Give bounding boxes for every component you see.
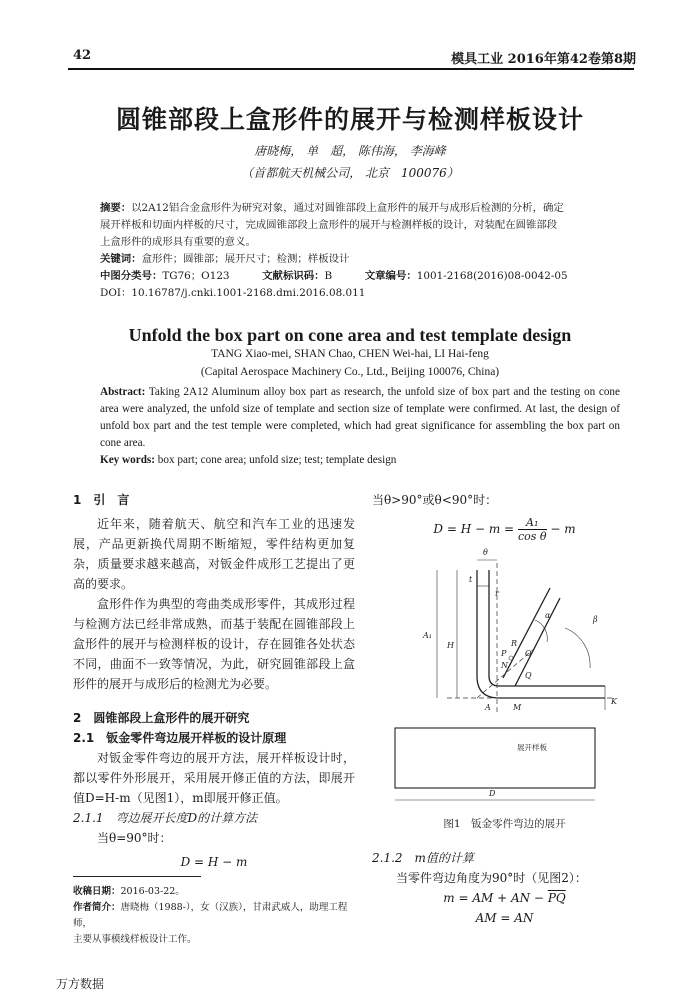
paper-title: 圆锥部段上盒形件的展开与检测样板设计 [115,105,584,134]
doi: DOI：10.16787/j.cnki.1001-2168.dmi.2016.08.011 [100,287,366,299]
section-2-1-paragraph: 对钣金零件弯边的展开方法，展开样板设计时，都以零件外形展开，采用展开修正值的方法，即展开值D=H-m（见图1），m即展开修正值。 [73,751,355,805]
english-keywords: box part; cone area; unfold size; test; template design [157,454,397,466]
section-2-1-2-heading: 2.1.2 m值的计算 [372,851,474,865]
clc-number: TG76；O123 [162,270,230,282]
label-d: D [489,789,496,798]
footnote-rule [73,876,201,877]
label-a: A [485,703,491,712]
english-abstract-text: Taking 2A12 Aluminum alloy box part as research, the unfold size of box part and the testing on cone area were analyzed, the unfold size of template and section size of template were confirmed. At last, the design of unfold box part and the test temple were completed, which had great significance for assembling the box part on cone area. [100,386,620,449]
formula-m-pq: $\overline{PQ}$ [547,891,566,905]
fraction-numerator: A₁ [518,516,547,530]
label-k: K [611,697,617,706]
doccode-label: 文献标识码： [262,270,325,282]
english-title: Unfold the box part on cone area and test template design [128,325,572,345]
formula-m-text: m = AM + AN − [443,891,548,905]
abstract-line-1: 以2A12铝合金盒形件为研究对象，通过对圆锥部段上盒形件的展开与成形后检测的分析，确定 [131,202,564,214]
intro-paragraph-2: 盒形件作为典型的弯曲类成形零件，其成形过程与检测方法已经非常成熟，而基于装配在圆锥部段上盒形件的展开与检测样板的设计，存在圆锥各处状态不同，曲面不一致等情况，为此，研究圆锥部段上盒形件的展开与成形后的检测尤为必要。 [73,597,355,691]
label-q: Q [525,671,532,680]
formula-am-an: AM = AN [475,911,534,925]
label-r: r [495,589,499,598]
condition-theta-not-90: 当θ>90°或θ<90°时： [372,493,498,507]
left-column [73,490,355,872]
point-p-dot [509,656,513,660]
artno-label: 文章编号： [364,270,417,282]
figure-1-diagram [385,538,625,813]
abstract-line-3: 上盒形件的成形具有重要的意义。 [100,236,256,248]
journal-header: 模具工业 2016年第42卷第8期 [451,52,636,67]
right-column-bottom [372,848,637,928]
english-authors: TANG Xiao-mei, SHAN Chao, CHEN Wei-hai, LI Hai-feng [211,348,489,360]
received-date: 2016-03-22。 [120,886,185,897]
abstract-cn [100,200,620,302]
english-affiliation: (Capital Aerospace Machinery Co., Ltd., Beijing 100076, China) [200,366,500,378]
condition-90-degrees: 当零件弯边角度为90°时（见图2）： [396,871,587,885]
header-rule [68,68,634,70]
author-bio-label: 作者简介： [73,902,121,913]
section-2-1-heading: 2.1 钣金零件弯边展开样板的设计原理 [73,731,287,745]
label-o: O [525,649,532,658]
label-m: M [513,703,522,712]
label-beta: β [593,615,598,624]
watermark: 万方数据 [56,977,105,991]
keywords-label: 关键词： [100,253,142,265]
unfold-template-rect [395,728,595,788]
formula-d-right: − m [550,522,576,536]
english-abstract [100,384,620,469]
label-alpha: α [545,611,551,620]
abstract-line-2: 展开样板和切面内样板的尺寸，完成圆锥部段上盒形件的展开与检测样板的设计，对装配在圆锥部段 [100,219,558,231]
received-label: 收稿日期： [73,886,121,897]
footnote [73,884,363,948]
keywords: 盒形件；圆锥部；展开尺寸；检测；样板设计 [141,253,350,265]
label-p: P [501,649,507,658]
right-column-top [372,490,637,543]
condition-theta-90: 当θ=90°时： [97,831,172,845]
affiliation: （首都航天机械公司， 北京 100076） [241,166,459,180]
abstract-label: 摘要： [100,202,132,214]
unfold-template-label: 展开样板 [517,743,547,752]
page-number: 42 [73,48,92,63]
label-h: H [447,641,454,650]
arc-beta [565,628,590,668]
formula-d-equals: D = H − m [180,855,248,869]
authors: 唐晓梅， 单 超， 陈伟海， 李海峰 [254,144,446,158]
article-number: 1001-2168(2016)08-0042-05 [416,270,568,282]
label-r-upper: R [511,639,518,648]
section-2-1-1-heading: 2.1.1 弯边展开长度D的计算方法 [73,811,258,825]
intro-paragraph-1: 近年来，随着航天、航空和汽车工业的迅速发展，产品更新换代周期不断缩短，零件结构更加复杂，质量要求越来越高，对钣金件成形工艺提出了更高的要求。 [73,517,355,591]
section-1-heading: 1 引 言 [73,493,130,507]
clc-label: 中图分类号： [100,270,163,282]
english-abstract-label: Abstract: [100,386,146,398]
english-keywords-label: Key words: [100,454,155,466]
label-n: N [501,661,508,670]
author-bio-line-2: 主要从事模线样板设计工作。 [73,934,197,945]
figure-1-caption: 图1 钣金零件弯边的展开 [443,818,566,830]
formula-d-left: D = H − m = [433,522,515,536]
formula-m [372,888,637,908]
doccode: B [324,270,333,282]
label-t: t [469,575,473,584]
author-bio-line-1: 唐晓梅（1988-），女（汉族），甘肃武威人，助理工程师， [73,902,348,929]
section-2-heading: 2 圆锥部段上盒形件的展开研究 [73,711,250,725]
arc-alpha [535,620,547,642]
label-a1: A₁ [423,631,432,640]
fraction-denominator: cos θ [517,530,547,543]
label-theta: θ [483,548,488,557]
